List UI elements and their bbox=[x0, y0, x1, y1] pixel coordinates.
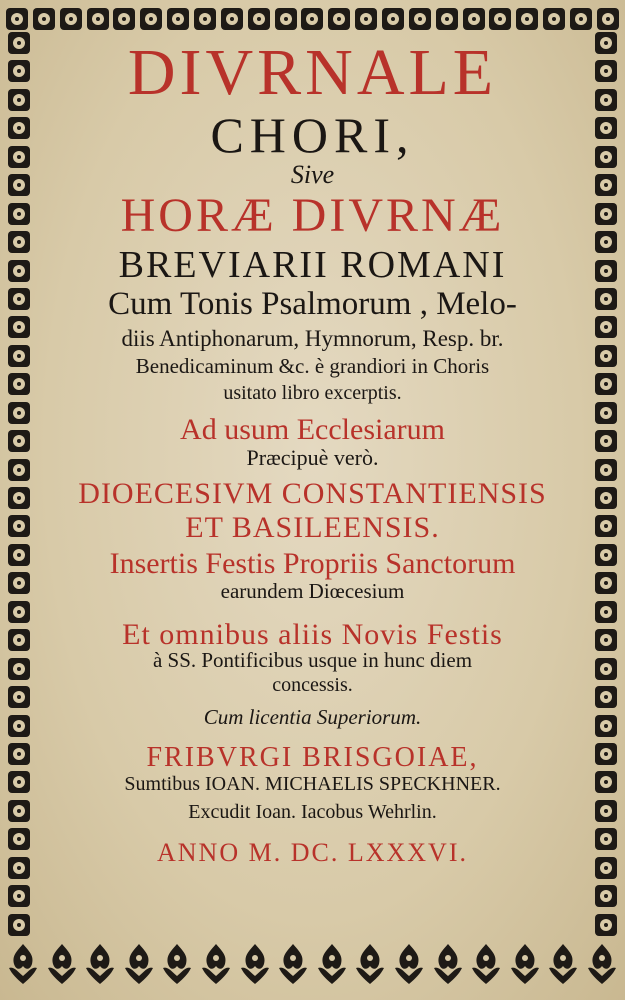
typographic-ornament-icon bbox=[595, 914, 617, 936]
fleuron-icon bbox=[6, 942, 40, 986]
typographic-ornament-icon bbox=[8, 231, 30, 253]
title-line-1: DIVRNALE bbox=[127, 36, 498, 109]
border-bottom bbox=[6, 936, 619, 992]
typographic-ornament-icon bbox=[595, 715, 617, 737]
typographic-ornament-icon bbox=[140, 8, 162, 30]
fleuron-icon bbox=[508, 942, 542, 986]
licentia-line: Cum licentia Superiorum. bbox=[203, 705, 422, 729]
typographic-ornament-icon bbox=[8, 487, 30, 509]
typographic-ornament-icon bbox=[595, 316, 617, 338]
description-line-2: diis Antiphonarum, Hymnorum, Resp. br. bbox=[121, 326, 504, 351]
novis-line-2: à SS. Pontificibus usque in hunc diem bbox=[152, 648, 473, 672]
typographic-ornament-icon bbox=[382, 8, 404, 30]
typographic-ornament-icon bbox=[595, 686, 617, 708]
typographic-ornament-icon bbox=[8, 885, 30, 907]
typographic-ornament-icon bbox=[595, 146, 617, 168]
typographic-ornament-icon bbox=[463, 8, 485, 30]
fleuron-icon bbox=[546, 942, 580, 986]
typographic-ornament-icon bbox=[8, 32, 30, 54]
typographic-ornament-icon bbox=[409, 8, 431, 30]
typographic-ornament-icon bbox=[8, 800, 30, 822]
sive-word: Sive bbox=[290, 160, 335, 189]
typographic-ornament-icon bbox=[595, 658, 617, 680]
dioecesium-line-1: DIOECESIVM CONSTANTIENSIS bbox=[78, 477, 547, 510]
fleuron-icon bbox=[238, 942, 272, 986]
typographic-ornament-icon bbox=[595, 345, 617, 367]
typographic-ornament-icon bbox=[543, 8, 565, 30]
typographic-ornament-icon bbox=[595, 89, 617, 111]
imprint-year: ANNO M. DC. LXXXVI. bbox=[157, 838, 468, 867]
typographic-ornament-icon bbox=[8, 601, 30, 623]
border-left bbox=[6, 32, 32, 936]
typographic-ornament-icon bbox=[8, 373, 30, 395]
typographic-ornament-icon bbox=[8, 515, 30, 537]
typographic-ornament-icon bbox=[595, 174, 617, 196]
typographic-ornament-icon bbox=[8, 89, 30, 111]
typographic-ornament-icon bbox=[8, 316, 30, 338]
title-text-block bbox=[38, 36, 587, 932]
typographic-ornament-icon bbox=[8, 629, 30, 651]
description-line-3: Benedicaminum &c. è grandiori in Choris bbox=[135, 354, 490, 378]
typographic-ornament-icon bbox=[60, 8, 82, 30]
typographic-ornament-icon bbox=[595, 117, 617, 139]
typographic-ornament-icon bbox=[595, 430, 617, 452]
typographic-ornament-icon bbox=[8, 658, 30, 680]
usum-line-1: Ad usum Ecclesiarum bbox=[180, 413, 445, 446]
typographic-ornament-icon bbox=[355, 8, 377, 30]
typographic-ornament-icon bbox=[8, 260, 30, 282]
fleuron-icon bbox=[45, 942, 79, 986]
typographic-ornament-icon bbox=[8, 430, 30, 452]
imprint-place: FRIBVRGI BRISGOIAE, bbox=[146, 742, 479, 773]
typographic-ornament-icon bbox=[595, 459, 617, 481]
typographic-ornament-icon bbox=[8, 459, 30, 481]
typographic-ornament-icon bbox=[8, 771, 30, 793]
border-top bbox=[6, 6, 619, 32]
fleuron-icon bbox=[585, 942, 619, 986]
imprint-sumtibus: Sumtibus IOAN. MICHAELIS SPECKHNER. bbox=[124, 773, 501, 795]
typographic-ornament-icon bbox=[167, 8, 189, 30]
typographic-ornament-icon bbox=[595, 373, 617, 395]
usum-line-2: Præcipuè verò. bbox=[246, 445, 379, 470]
typographic-ornament-icon bbox=[8, 743, 30, 765]
dioecesium-line-2: ET BASILEENSIS. bbox=[185, 511, 440, 544]
typographic-ornament-icon bbox=[8, 60, 30, 82]
description-line-1: Cum Tonis Psalmorum , Melo- bbox=[108, 286, 517, 322]
typographic-ornament-icon bbox=[8, 914, 30, 936]
typographic-ornament-icon bbox=[595, 629, 617, 651]
border-right bbox=[593, 32, 619, 936]
typographic-ornament-icon bbox=[595, 601, 617, 623]
typographic-ornament-icon bbox=[301, 8, 323, 30]
typographic-ornament-icon bbox=[489, 8, 511, 30]
typographic-ornament-icon bbox=[8, 828, 30, 850]
typographic-ornament-icon bbox=[516, 8, 538, 30]
typographic-ornament-icon bbox=[595, 544, 617, 566]
typographic-ornament-icon bbox=[595, 828, 617, 850]
title-line-4: BREVIARII ROMANI bbox=[118, 244, 507, 286]
typographic-ornament-icon bbox=[8, 402, 30, 424]
imprint-excudit: Excudit Ioan. Iacobus Wehrlin. bbox=[188, 801, 437, 823]
typographic-ornament-icon bbox=[87, 8, 109, 30]
fleuron-icon bbox=[160, 942, 194, 986]
typographic-ornament-icon bbox=[8, 174, 30, 196]
fleuron-icon bbox=[199, 942, 233, 986]
fleuron-icon bbox=[83, 942, 117, 986]
typographic-ornament-icon bbox=[8, 288, 30, 310]
typographic-ornament-icon bbox=[8, 146, 30, 168]
typographic-ornament-icon bbox=[595, 60, 617, 82]
typographic-ornament-icon bbox=[595, 800, 617, 822]
typographic-ornament-icon bbox=[595, 260, 617, 282]
fleuron-icon bbox=[315, 942, 349, 986]
fleuron-icon bbox=[276, 942, 310, 986]
typographic-ornament-icon bbox=[436, 8, 458, 30]
title-line-3: HORÆ DIVRNÆ bbox=[120, 189, 505, 242]
typographic-ornament-icon bbox=[595, 885, 617, 907]
typographic-ornament-icon bbox=[328, 8, 350, 30]
title-line-2: CHORI, bbox=[210, 107, 415, 163]
typographic-ornament-icon bbox=[8, 345, 30, 367]
typographic-ornament-icon bbox=[595, 32, 617, 54]
typographic-ornament-icon bbox=[595, 857, 617, 879]
typographic-ornament-icon bbox=[595, 231, 617, 253]
fleuron-icon bbox=[431, 942, 465, 986]
festis-line-2: earundem Diœcesium bbox=[220, 579, 405, 603]
typographic-ornament-icon bbox=[595, 487, 617, 509]
typographic-ornament-icon bbox=[6, 8, 28, 30]
typographic-ornament-icon bbox=[33, 8, 55, 30]
typographic-ornament-icon bbox=[8, 857, 30, 879]
typographic-ornament-icon bbox=[8, 686, 30, 708]
fleuron-icon bbox=[122, 942, 156, 986]
typographic-ornament-icon bbox=[8, 715, 30, 737]
typographic-ornament-icon bbox=[597, 8, 619, 30]
typographic-ornament-icon bbox=[275, 8, 297, 30]
typographic-ornament-icon bbox=[595, 515, 617, 537]
typographic-ornament-icon bbox=[8, 544, 30, 566]
fleuron-icon bbox=[353, 942, 387, 986]
typographic-ornament-icon bbox=[8, 203, 30, 225]
description-line-4: usitato libro excerptis. bbox=[223, 382, 402, 404]
typographic-ornament-icon bbox=[595, 203, 617, 225]
typographic-ornament-icon bbox=[113, 8, 135, 30]
typographic-ornament-icon bbox=[8, 572, 30, 594]
festis-line-1: Insertis Festis Propriis Sanctorum bbox=[109, 547, 516, 580]
typographic-ornament-icon bbox=[221, 8, 243, 30]
typographic-ornament-icon bbox=[595, 771, 617, 793]
novis-line-1: Et omnibus aliis Novis Festis bbox=[122, 618, 503, 651]
fleuron-icon bbox=[469, 942, 503, 986]
typographic-ornament-icon bbox=[595, 572, 617, 594]
typographic-ornament-icon bbox=[595, 743, 617, 765]
fleuron-icon bbox=[392, 942, 426, 986]
novis-line-3: concessis. bbox=[272, 674, 353, 696]
typographic-ornament-icon bbox=[595, 288, 617, 310]
typographic-ornament-icon bbox=[595, 402, 617, 424]
typographic-ornament-icon bbox=[248, 8, 270, 30]
typographic-ornament-icon bbox=[8, 117, 30, 139]
typographic-ornament-icon bbox=[194, 8, 216, 30]
typographic-ornament-icon bbox=[570, 8, 592, 30]
